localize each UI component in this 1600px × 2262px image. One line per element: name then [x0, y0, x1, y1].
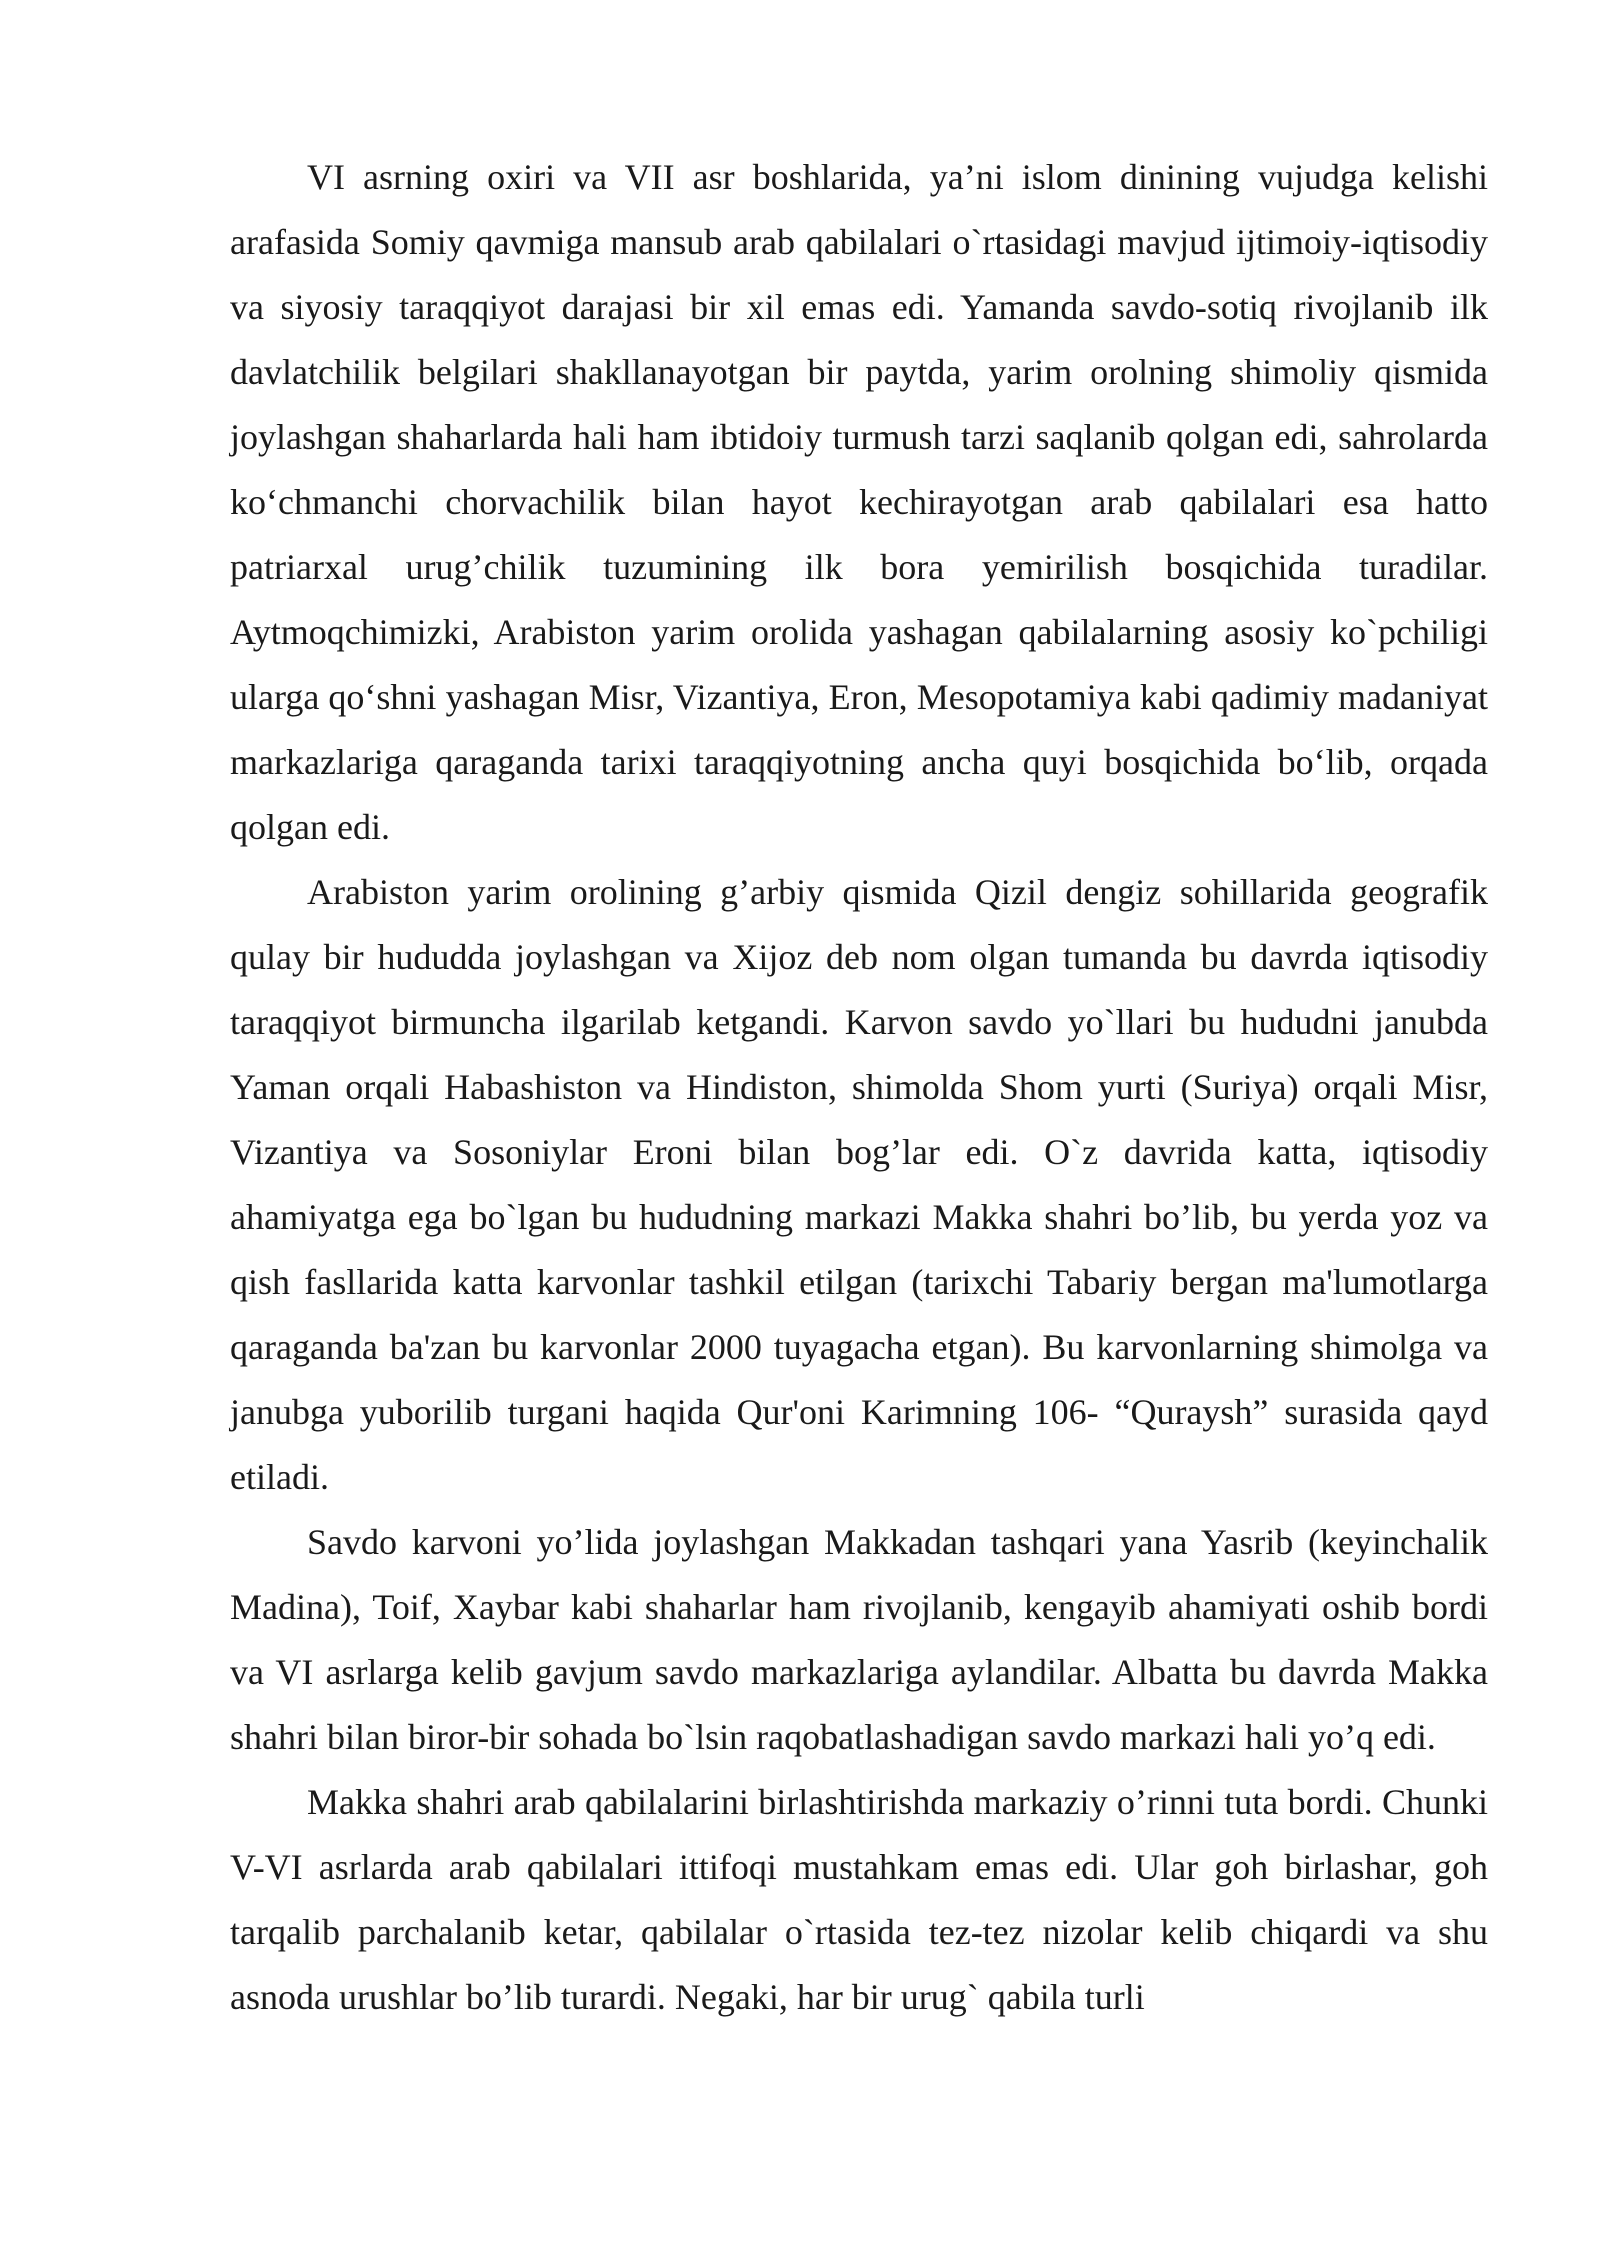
body-text	[230, 145, 1488, 2030]
paragraph-3: Savdo karvoni yo’lida joylashgan Makkadan tashqari yana Yasrib (keyinchalik Madina), Toif, Xaybar kabi shaharlar ham rivojlanib, kengayib ahamiyati oshib bordi va VI asrlarga kelib gavjum savdo markazlariga aylandilar. Albatta bu davrda Makka shahri bilan biror-bir sohada bo`lsin raqobatlashadigan savdo markazi hali yo’q edi.	[230, 1522, 1488, 1757]
paragraph-4: Makka shahri arab qabilalarini birlashtirishda markaziy o’rinni tuta bordi. Chunki V-VI asrlarda arab qabilalari ittifoqi mustahkam emas edi. Ular goh birlashar, goh tarqalib parchalanib ketar, qabilalar o`rtasida tez-tez nizolar kelib chiqardi va shu asnoda urushlar bo’lib turardi. Negaki, har bir urug` qabila turli	[230, 1782, 1488, 2017]
paragraph-1: VI asrning oxiri va VII asr boshlarida, ya’ni islom dinining vujudga kelishi arafasida Somiy qavmiga mansub arab qabilalari o`rtasidagi mavjud ijtimoiy-iqtisodiy va siyosiy taraqqiyot darajasi bir xil emas edi. Yamanda savdo-sotiq rivojlanib ilk davlatchilik belgilari shakllanayotgan bir paytda, yarim orolning shimoliy qismida joylashgan shaharlarda hali ham ibtidoiy turmush tarzi saqlanib qolgan edi, sahrolarda ko‘chmanchi chorvachilik bilan hayot kechirayotgan arab qabilalari esa hatto patriarxal urug’chilik tuzumining ilk bora yemirilish bosqichida turadilar. Aytmoqchimizki, Arabiston yarim orolida yashagan qabilalarning asosiy ko`pchiligi ularga qo‘shni yashagan Misr, Vizantiya, Eron, Mesopotamiya kabi qadimiy madaniyat markazlariga qaraganda tarixi taraqqiyotning ancha quyi bosqichida bo‘lib, orqada qolgan edi.	[230, 157, 1488, 847]
paragraph-2: Arabiston yarim orolining g’arbiy qismida Qizil dengiz sohillarida geografik qulay bir hududda joylashgan va Xijoz deb nom olgan tumanda bu davrda iqtisodiy taraqqiyot birmuncha ilgarilab ketgandi. Karvon savdo yo`llari bu hududni janubda Yaman orqali Habashiston va Hindiston, shimolda Shom yurti (Suriya) orqali Misr, Vizantiya va Sosoniylar Eroni bilan bog’lar edi. O`z davrida katta, iqtisodiy ahamiyatga ega bo`lgan bu hududning markazi Makka shahri bo’lib, bu yerda yoz va qish fasllarida katta karvonlar tashkil etilgan (tarixchi Tabariy bergan ma'lumotlarga qaraganda ba'zan bu karvonlar 2000 tuyagacha etgan). Bu karvonlarning shimolga va janubga yuborilib turgani haqida Qur'oni Karimning 106- “Quraysh” surasida qayd etiladi.	[230, 872, 1488, 1497]
